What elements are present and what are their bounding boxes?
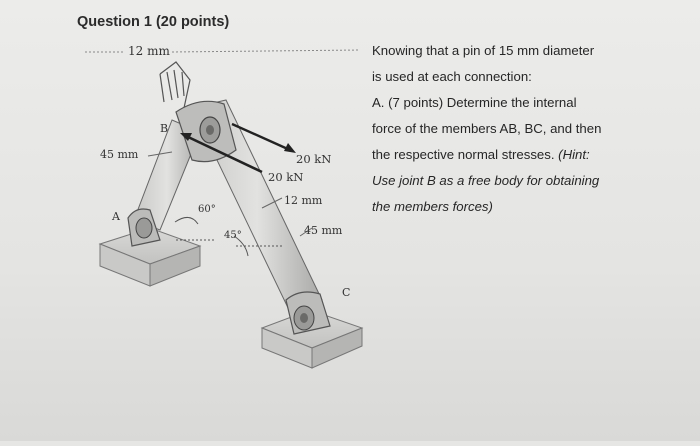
problem-line-1: Knowing that a pin of 15 mm diameter	[372, 43, 595, 58]
hint-line-1: Use joint B as a free body for obtaining	[372, 173, 600, 188]
question-title: Question 1 (20 points)	[77, 14, 230, 30]
point-a-label: A	[112, 210, 120, 223]
problem-line-5	[372, 142, 634, 168]
angle-45-label: 45°	[224, 230, 242, 241]
hint-line-2: the members forces)	[372, 199, 493, 214]
dimension-right-large-label: 45 mm	[304, 224, 343, 237]
dimension-top-label: 12 mm	[128, 44, 170, 58]
problem-line-3: A. (7 points) Determine the internal	[372, 95, 577, 110]
dimension-right-small-label: 12 mm	[284, 194, 323, 207]
problem-line-5-text: the respective normal stresses.	[372, 147, 559, 162]
load-lower-label: 20 kN	[268, 170, 304, 184]
hint-start: (Hint:	[558, 147, 590, 162]
point-c-label: C	[342, 286, 351, 299]
problem-line-2: is used at each connection:	[372, 69, 532, 84]
angle-60-label: 60°	[198, 204, 216, 215]
problem-statement	[372, 38, 634, 220]
base-c	[262, 292, 362, 368]
fork-top	[160, 62, 190, 108]
load-upper-label: 20 kN	[296, 152, 332, 166]
dimension-left-label: 45 mm	[100, 148, 139, 161]
problem-line-4: force of the members AB, BC, and then	[372, 121, 602, 136]
dimension-top	[85, 50, 360, 52]
point-b-label: B	[160, 122, 169, 135]
